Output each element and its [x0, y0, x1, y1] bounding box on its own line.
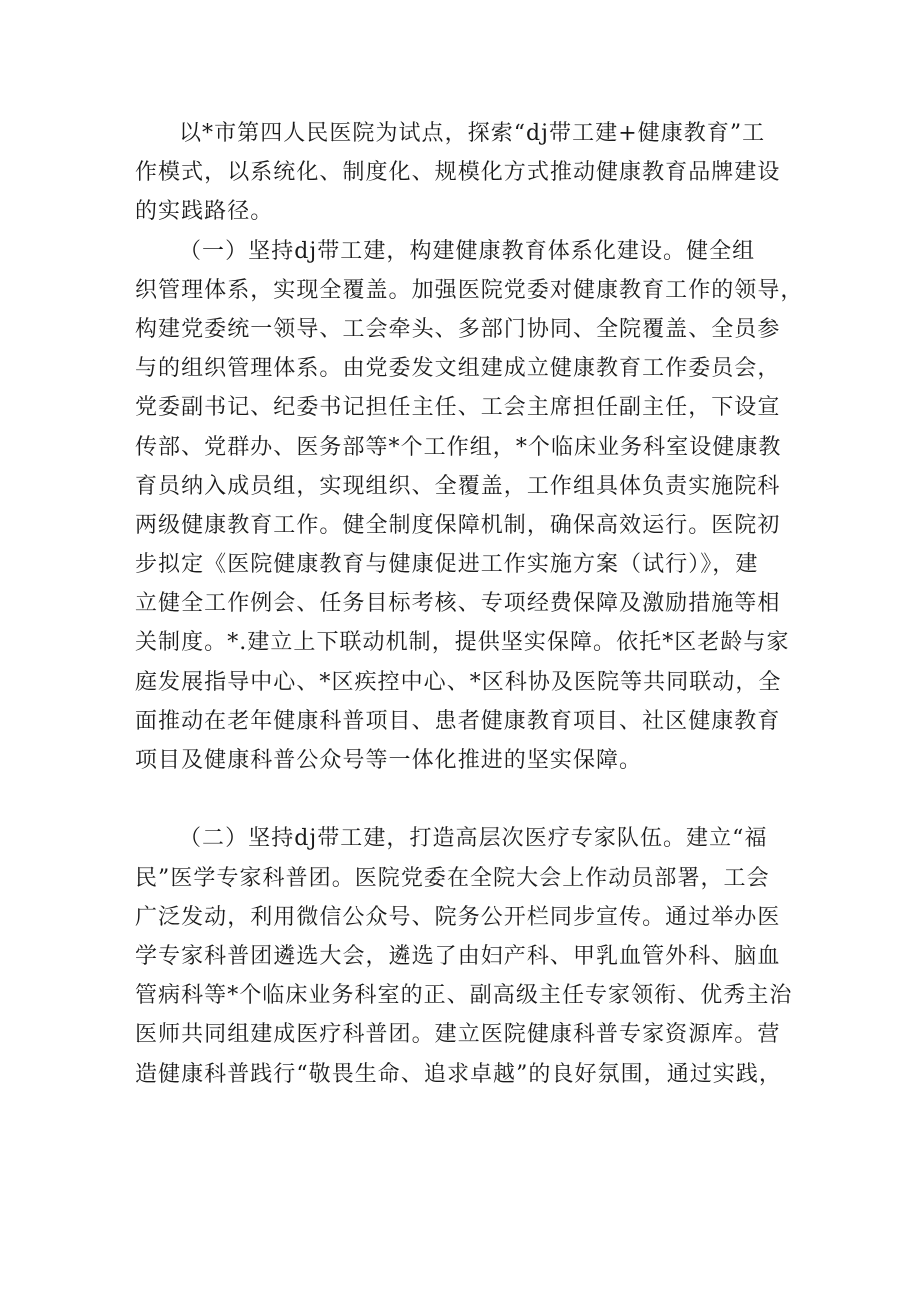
text-line: 两级健康教育工作。健全制度保障机制，确保高效运行。医院初	[135, 512, 781, 538]
text-line: 步拟定《医院健康教育与健康促进工作实施方案（试行）》，建	[135, 552, 759, 578]
text-line: 以*市第四人民医院为试点，探索“dj带工建+健康教育”工	[179, 121, 766, 146]
document-body	[135, 114, 804, 1094]
text-line: 的实践路径。	[135, 199, 274, 225]
paragraph-intro	[135, 114, 790, 232]
text-line: 立健全工作例会、任务目标考核、专项经费保障及激励措施等相	[135, 591, 781, 617]
text-line: 织管理体系，实现全覆盖。加强医院党委对健康教育工作的领导，	[135, 277, 804, 303]
text-line: 与的组织管理体系。由党委发文组建成立健康教育工作委员会，	[135, 356, 781, 382]
section-heading-line: （一）坚持dj带工建，构建健康教育体系化建设。健全组	[179, 238, 756, 264]
text-line	[91, 780, 790, 819]
paragraph-section-1	[135, 232, 804, 820]
text-line: 广泛发动，利用微信公众号、院务公开栏同步宣传。通过举办医	[135, 904, 781, 930]
text-line: 民”医学专家科普团。医院党委在全院大会上作动员部署，工会	[135, 865, 770, 891]
text-line: 医师共同组建成医疗科普团。建立医院健康科普专家资源库。营	[135, 1022, 781, 1048]
text-line: 关制度。*.建立上下联动机制，提供坚实保障。依托*区老龄与家	[135, 630, 790, 656]
text-line: 庭发展指导中心、*区疾控中心、*区科协及医院等共同联动，全	[135, 669, 782, 695]
section-heading-line: （二）坚持dj带工建，打造高层次医疗专家队伍。建立“福	[179, 826, 768, 852]
text-line: 造健康科普践行“敬畏生命、追求卓越”的良好氛围，通过实践，	[135, 1061, 782, 1087]
text-line: 育员纳入成员组，实现组织、全覆盖，工作组具体负责实施院科	[135, 473, 781, 499]
text-line: 管病科等*个临床业务科室的正、副高级主任专家领衔、优秀主治	[135, 983, 793, 1009]
text-line: 党委副书记、纪委书记担任主任、工会主席担任副主任，下设宣	[135, 395, 781, 421]
text-line: 传部、党群办、医务部等*个工作组，*个临床业务科室设健康教	[135, 434, 782, 460]
text-line: 作模式，以系统化、制度化、规模化方式推动健康教育品牌建设	[135, 160, 781, 186]
text-line: 构建党委统一领导、工会牵头、多部门协同、全院覆盖、全员参	[135, 316, 781, 342]
paragraph-section-2	[135, 819, 793, 1093]
text-line: 面推动在老年健康科普项目、患者健康教育项目、社区健康教育	[135, 708, 781, 734]
text-line: 项目及健康科普公众号等一体化推进的坚实保障。	[135, 748, 643, 773]
text-line: 学专家科普团遴选大会，遴选了由妇产科、甲乳血管外科、脑血	[135, 943, 781, 969]
